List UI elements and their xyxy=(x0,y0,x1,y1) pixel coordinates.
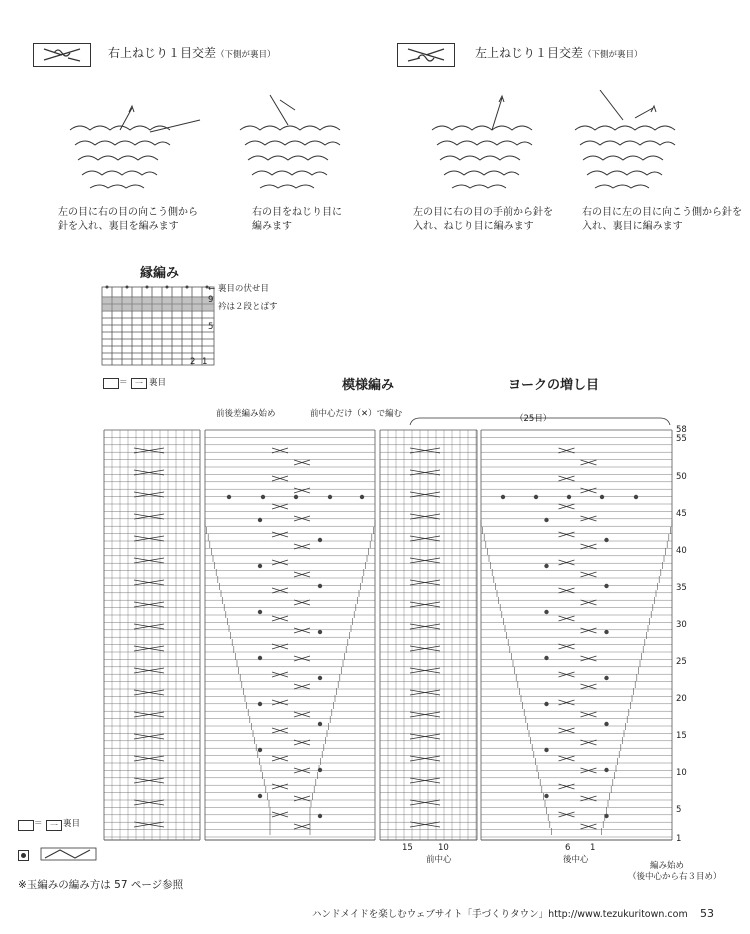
caption-2: 右の目をねじり目に 編みます xyxy=(252,207,342,232)
row-label-35: 35 xyxy=(676,583,687,593)
row-label-1: 1 xyxy=(676,834,682,844)
row-label-25: 25 xyxy=(676,657,687,667)
yoke-title: ヨークの増し目 xyxy=(508,378,600,393)
edge-col-2: 2 xyxy=(190,357,196,367)
caption-3: 左の目に右の目の手前から針を 入れ、ねじり目に編みます xyxy=(413,207,553,232)
stitch-count: （25目） xyxy=(515,414,552,424)
row-label-40: 40 xyxy=(676,546,687,556)
caption-1: 左の目に右の目の向こう側から 針を入れ、裏目を編みます xyxy=(58,207,198,232)
col-label-10: 10 xyxy=(438,843,449,853)
row-label-20: 20 xyxy=(676,694,687,704)
pattern-title: 模様編み xyxy=(342,378,395,393)
col-label-15: 15 xyxy=(402,843,413,853)
edge-col-1: 1 xyxy=(202,357,208,367)
edge-note-bindoff: ← 裏目の伏せ目 xyxy=(208,284,269,294)
stitch-title-right: 右上ねじり１目交差（下側が裏目） xyxy=(108,46,276,60)
edge-title: 縁編み xyxy=(140,266,180,281)
back-center-label: 後中心 xyxy=(563,855,589,865)
edge-legend-eq: ＝ xyxy=(119,378,128,388)
row-label-45: 45 xyxy=(676,509,687,519)
footer-site: ハンドメイドを楽しむウェブサイト「手づくりタウン」http://www.tezukuritown.com xyxy=(312,909,688,920)
row-label-15: 15 xyxy=(676,731,687,741)
front-center-label: 前中心 xyxy=(426,855,452,865)
start-label: 編み始め xyxy=(650,861,685,871)
row-label-10: 10 xyxy=(676,768,687,778)
bobble-legend-box xyxy=(18,850,29,861)
col-label-6: 6 xyxy=(565,843,571,853)
row-label-5: 5 xyxy=(676,805,682,815)
caption-4: 右の目に左の目に向こう側から針を 入れ、裏目に編みます xyxy=(582,207,742,232)
edge-note-skip: 衿は２段とばす xyxy=(218,302,278,312)
start-note: （後中心から右３目め） xyxy=(628,872,722,882)
edge-legend-sym: 一 xyxy=(131,378,147,389)
legend-mark: 一 xyxy=(46,820,62,831)
legend-eq: ＝ xyxy=(34,819,43,829)
note-front-back: 前後差編み始め xyxy=(216,409,276,419)
bobble-note: ※玉編みの編み方は 57 ページ参照 xyxy=(18,879,184,891)
stitch-title-left: 左上ねじり１目交差（下側が裏目） xyxy=(475,46,643,60)
bobble-legend-symbol xyxy=(40,845,100,865)
row-label-30: 30 xyxy=(676,620,687,630)
edge-row-5: 5 xyxy=(208,322,214,332)
row-label-50: 50 xyxy=(676,472,687,482)
edge-legend-label: 裏目 xyxy=(149,378,167,388)
page-number: 53 xyxy=(700,907,714,920)
row-label-55: 55 xyxy=(676,434,687,444)
edge-row-9: 9 xyxy=(208,295,214,305)
legend-box xyxy=(18,820,34,831)
legend-label: 裏目 xyxy=(63,819,81,829)
col-label-1: 1 xyxy=(590,843,596,853)
note-center: 前中心だけ（✕）で編む xyxy=(310,409,403,419)
row-label-58: 58 xyxy=(676,425,687,435)
